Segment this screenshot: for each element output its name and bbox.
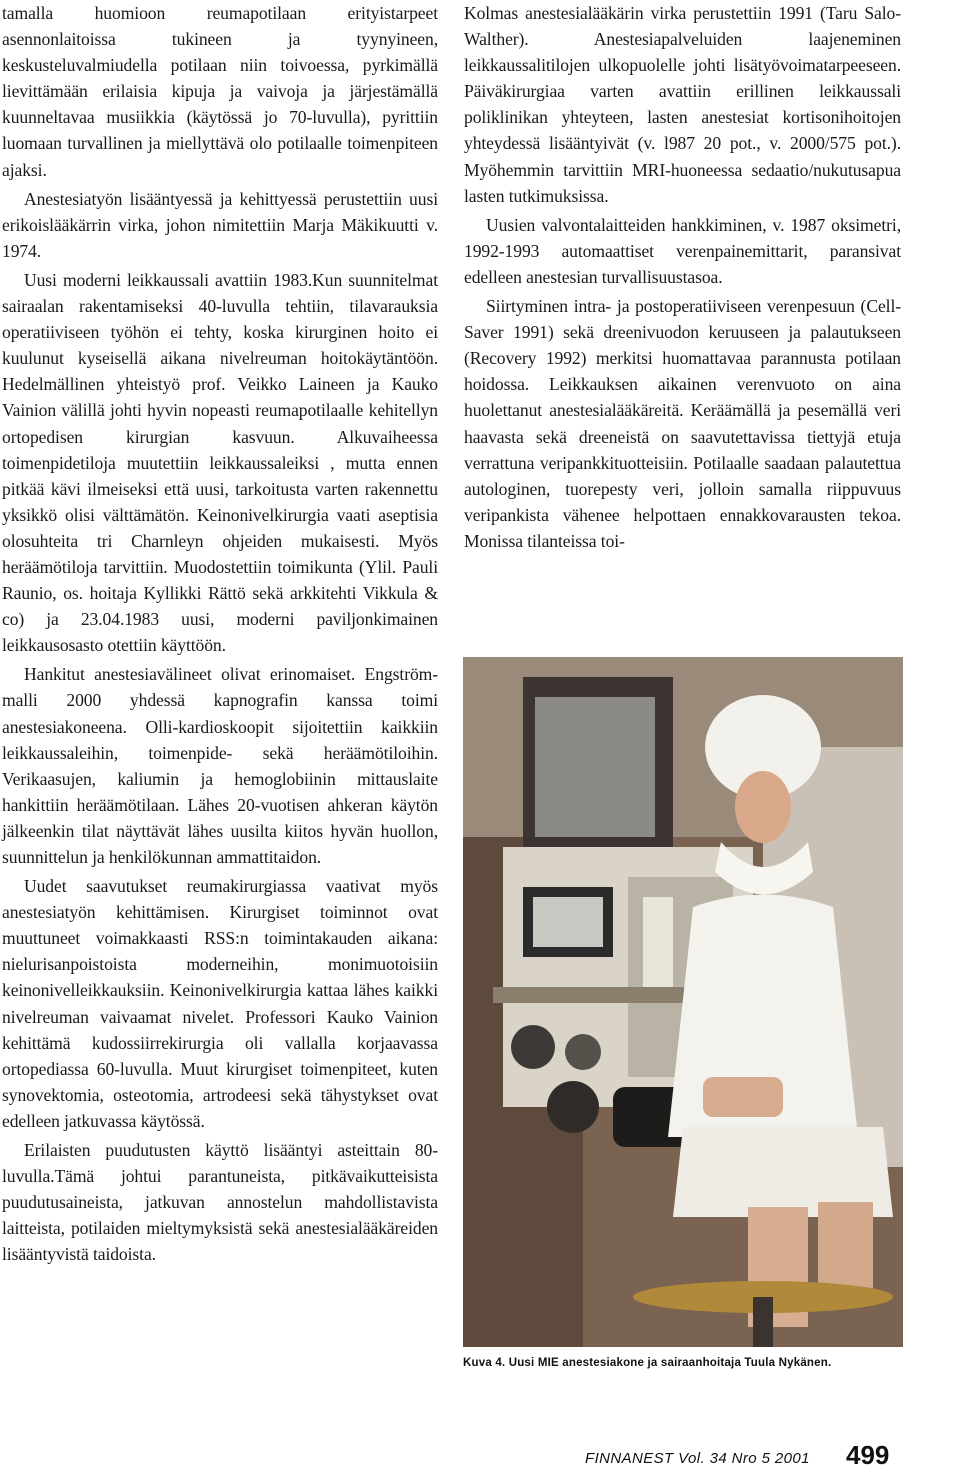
paragraph: Anestesiatyön lisääntyessä ja kehittyessä perustettiin uusi erikoislääkärrin virka, johon nimitettiin Marja Mäkikuutti v. 1974. xyxy=(2,188,438,261)
page-number: 499 xyxy=(846,1440,890,1470)
paragraph: tamalla huomioon reumapotilaan erityistarpeet asennonlaitoissa tukineen ja tyynyineen, keskusteluvalmiudella potilaan niin toivoessa, pyrkimällä lievittämään erilaisia kipuja ja vaivoja ja järjestämällä kuunneltavaa musiikkia (käytössä jo 70-luvulla), pyrittiin luomaan turvallinen ja miellyttävä olo potilaalle toimenpiteen ajaksi. xyxy=(2,3,438,180)
right-text-column xyxy=(464,0,901,557)
paragraph: Erilaisten puudutusten käyttö lisääntyi asteittain 80-luvulla.Tämä johtui parantuneista, pitkävaikutteisista puudutusaineista, jatkuvan annostelun mahdollistavista laitteista, potilaiden mieltymyksistä sekä anestesialääkäreiden lisääntyvistä taidoista. xyxy=(2,1140,438,1265)
left-text-column xyxy=(2,0,438,1271)
journal-footer: FINNANEST Vol. 34 Nro 5 2001 xyxy=(585,1450,810,1467)
paragraph: Kolmas anestesialääkärin virka perustettiin 1991 (Taru Salo-Walther). Anestesiapalveluiden laajeneminen leikkaussalitilojen ulkopuolelle johti lisätyövoimatarpeeseen. Päiväkirurgiaa varten avattiin erillinen leikkaussali poliklinikan yhteyteen, lasten anestesiat kortisonihoitojen yhteydessä lisääntyivät (v. l987 20 pot., v. 2000/575 pot.). Myöhemmin tarvittiin MRI-huoneessa sedaatio/nukutusapua lasten tutkimuksissa. xyxy=(464,3,901,206)
paragraph: Uusi moderni leikkaussali avattiin 1983.Kun suunnitelmat sairaalan rakentamiseksi 40-luvulla tehtiin, tilavarauksia operatiiviseen työhön ei tehty, koska kirurginen hoito ei kuulunut kyseisellä aikana nivelreuman hoitokäytäntöön. Hedelmällinen yhteistyö prof. Veikko Laineen ja Kauko Vainion välillä johti hyvin nopeasti reumapotilaalle kehitellyn ortopedisen kirurgian kasvuun. Alkuvaiheessa toimenpidetiloja muutettiin leikkaussaleiksi , mutta ennen pitkää kävi ilmeiseksi että uusi, tarkoitusta varten rakennettu yksikkö olisi välttämätön. Keinonivelkirurgia vaati aseptisia olosuhteita tri Charnleyn ohjeiden mukaisesti. Myös heräämötiloja tarvittiin. Muodostettiin toimikunta (Ylil. Pauli Raunio, os. hoitaja Kyllikki Rättö sekä arkkitehti Vikkula & co) ja 23.04.1983 uusi, moderni paviljonkimainen leikkausosasto otettiin käyttöön. xyxy=(2,269,438,656)
anesthesia-machine-photo xyxy=(463,657,903,1347)
paragraph: Siirtyminen intra- ja postoperatiiviseen verenpesuun (Cell-Saver 1991) sekä dreenivuodon keruuseen ja palautukseen (Recovery 1992) merkitsi huomattavaa parannusta potilaan hoidossa. Leikkauksen aikainen verenvuoto on aina huolettanut anestesialääkäreitä. Keräämällä ja pesemällä veri haavasta sekä dreeneistä on saavutettavissa tiettyjä etuja verrattuna veripankkituotteisiin. Potilaalle saadaan palautettua autologinen, tuorepesty veri, jolloin samalla riippuvuus veripankista vähenee helpottaen ennakkovarausten tekoa. Monissa tilanteissa toi- xyxy=(464,296,901,551)
figure-photo xyxy=(463,657,903,1347)
figure-caption: Kuva 4. Uusi MIE anestesiakone ja sairaanhoitaja Tuula Nykänen. xyxy=(463,1357,832,1369)
paragraph: Uusien valvontalaitteiden hankkiminen, v. 1987 oksimetri, 1992-1993 automaattiset verenpainemittarit, paransivat edelleen anestesian turvallisuustasoa. xyxy=(464,214,901,287)
paragraph: Uudet saavutukset reumakirurgiassa vaativat myös anestesiatyön kehittämisen. Kirurgiset toiminnot ovat muuttuneet voimakkaasti RSS:n toimintakauden aikana: nielurisanpoistoista moderneihin, monimuotoisiin keinonivelleikkauksiin. Keinonivelkirurgia kattaa lähes kaikki nivelreuman vaivaamat nivelet. Professori Kauko Vainion kehittämä kudossiirrekirurgia oli vallalla korjaavassa ortopediassa 60-luvulla. Muut kirurgiset toimenpiteet, kuten synovektomia, osteotomia, artrodeesi sekä tähystykset ovat edelleen jatkuvassa käytössä. xyxy=(2,876,438,1131)
paragraph: Hankitut anestesiavälineet olivat erinomaiset. Engström-malli 2000 yhdessä kapnografin kanssa toimi anestesiakoneena. Olli-kardioskoopit sijoitettiin kaikkiin leikkaussaleihin, toimenpide- sekä heräämötiloihin. Verikaasujen, kaliumin ja hemoglobiinin mittauslaite hankittiin heräämötilaan. Lähes 20-vuotisen ahkeran käytön jälkeenkin tilat näyttävät lähes uusilta kiitos hyvän huollon, suunnittelun ja henkilökunnan ammattitaidon. xyxy=(2,664,438,867)
